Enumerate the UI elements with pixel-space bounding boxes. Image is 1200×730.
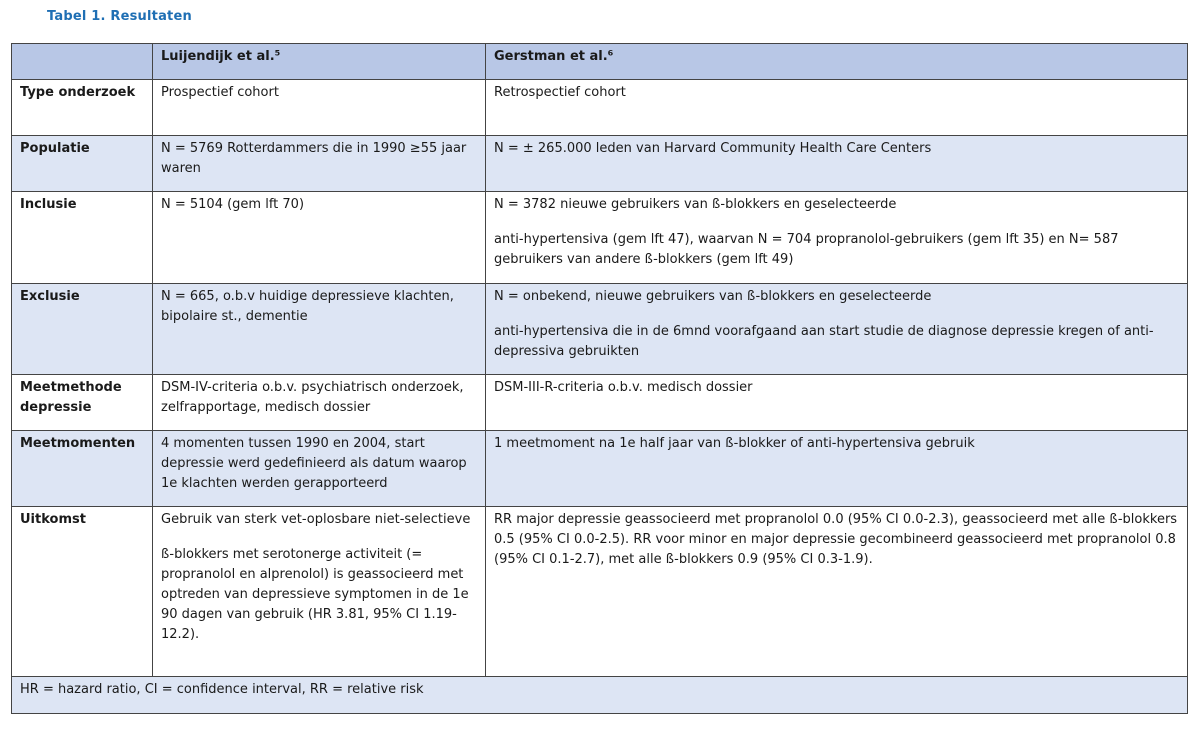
header-gerstman: Gerstman et al.⁶ (486, 44, 1188, 80)
row-label: Exclusie (12, 284, 153, 375)
header-luijendijk: Luijendijk et al.⁵ (153, 44, 486, 80)
row-label: Meetmomenten (12, 431, 153, 507)
cell-luijendijk (153, 80, 486, 136)
cell-text: ß-blokkers met serotonerge activiteit (= propranolol en alprenolol) is geassocieerd met optreden van depressieve symptomen in de 1e 90 dagen van gebruik (HR 3.81, 95% CI 1.19-12.2). (161, 547, 469, 642)
cell-text: N = onbekend, nieuwe gebruikers van ß-blokkers en geselecteerde (494, 289, 932, 304)
cell-gerstman (486, 80, 1188, 136)
cell-text: 1 meetmoment na 1e half jaar van ß-blokker of anti-hypertensiva gebruik (494, 436, 975, 451)
cell-text: Prospectief cohort (161, 85, 279, 100)
cell-text: N = 665, o.b.v huidige depressieve klachten, bipolaire st., dementie (161, 289, 454, 324)
table-row (12, 431, 1188, 507)
cell-text: Gebruik van sterk vet-oplosbare niet-selectieve (161, 512, 471, 527)
cell-text: Retrospectief cohort (494, 85, 626, 100)
results-table (11, 43, 1188, 714)
cell-gerstman (486, 507, 1188, 677)
table-row (12, 507, 1188, 677)
cell-text: DSM-III-R-criteria o.b.v. medisch dossier (494, 380, 753, 395)
cell-text: anti-hypertensiva (gem lft 47), waarvan N = 704 propranolol-gebruikers (gem lft 35) en N= 587 gebruikers van andere ß-blokkers (gem lft 49) (494, 232, 1119, 267)
cell-text: anti-hypertensiva die in de 6mnd voorafgaand aan start studie de diagnose depressie kregen of anti-depressiva gebruikten (494, 324, 1154, 359)
table-row (12, 136, 1188, 192)
cell-gerstman (486, 431, 1188, 507)
cell-text: N = 5104 (gem lft 70) (161, 197, 305, 212)
cell-gerstman (486, 136, 1188, 192)
row-label: Meetmethode depressie (12, 375, 153, 431)
table-header-row (12, 44, 1188, 80)
table-footnote-row (12, 677, 1188, 714)
cell-text: N = ± 265.000 leden van Harvard Community Health Care Centers (494, 141, 932, 156)
row-label: Type onderzoek (12, 80, 153, 136)
cell-luijendijk (153, 284, 486, 375)
table-row (12, 284, 1188, 375)
row-label: Uitkomst (12, 507, 153, 677)
table-row (12, 375, 1188, 431)
row-label: Populatie (12, 136, 153, 192)
cell-gerstman (486, 284, 1188, 375)
cell-luijendijk (153, 136, 486, 192)
cell-luijendijk (153, 375, 486, 431)
cell-text: N = 5769 Rotterdammers die in 1990 ≥55 jaar waren (161, 141, 467, 176)
table-caption: Tabel 1. Resultaten (47, 9, 192, 24)
cell-gerstman (486, 192, 1188, 284)
row-label: Inclusie (12, 192, 153, 284)
cell-text: DSM-IV-criteria o.b.v. psychiatrisch onderzoek, zelfrapportage, medisch dossier (161, 380, 464, 415)
cell-text: RR major depressie geassocieerd met propranolol 0.0 (95% CI 0.0-2.3), geassocieerd met alle ß-blokkers 0.5 (95% CI 0.0-2.5). RR voor minor en major depressie gecombineerd geassocieerd met propranolol 0.8 (95% CI 0.1-2.7), met alle ß-blokkers 0.9 (95% CI 0.3-1.9). (494, 512, 1178, 567)
table-row (12, 80, 1188, 136)
cell-gerstman (486, 375, 1188, 431)
table-row (12, 192, 1188, 284)
cell-luijendijk (153, 507, 486, 677)
cell-luijendijk (153, 192, 486, 284)
header-corner (12, 44, 153, 80)
cell-luijendijk (153, 431, 486, 507)
table-footnote: HR = hazard ratio, CI = confidence interval, RR = relative risk (12, 677, 1188, 714)
cell-text: 4 momenten tussen 1990 en 2004, start depressie werd gedefinieerd als datum waarop 1e klachten werden gerapporteerd (161, 436, 467, 491)
cell-text: N = 3782 nieuwe gebruikers van ß-blokkers en geselecteerde (494, 197, 897, 212)
